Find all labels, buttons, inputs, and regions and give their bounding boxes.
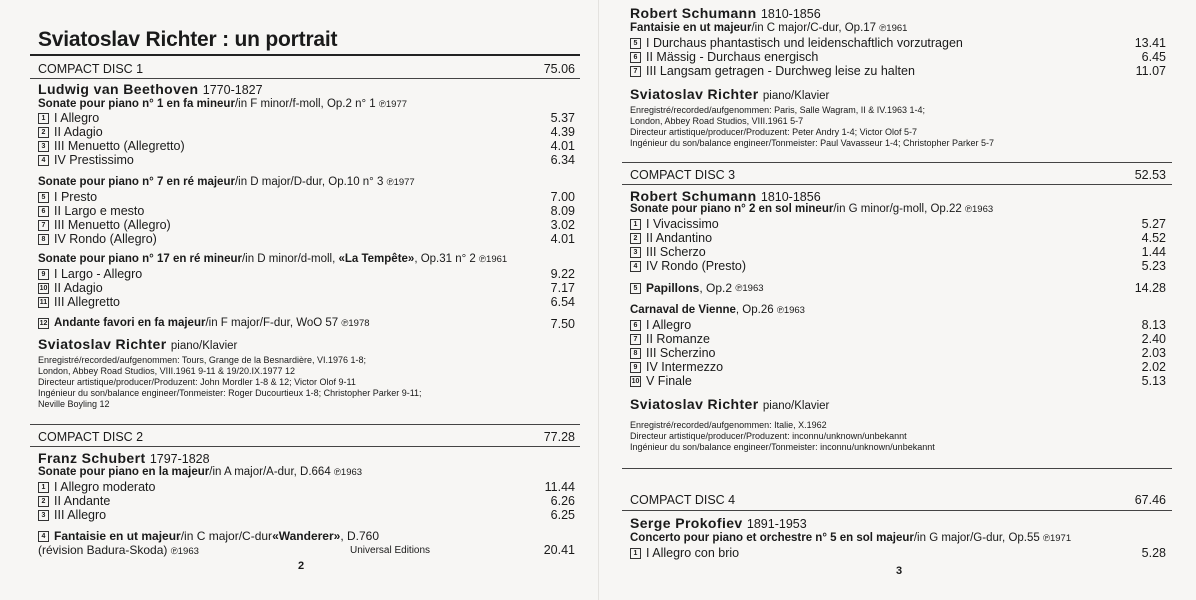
disc3-work1-title: Sonate pour piano n° 2 en sol mineur/in G minor/g-moll, Op.22 ℗1963 <box>630 203 994 215</box>
disc1-w2-mv4-time: 4.01 <box>550 232 575 246</box>
disc1-w1-mv3-time: 4.01 <box>550 139 575 153</box>
right-page <box>598 0 1196 600</box>
disc1-rule <box>30 78 580 79</box>
disc2-w1-mv3-time: 6.25 <box>550 508 575 522</box>
booklet-title: Sviatoslav Richter : un portrait <box>38 28 338 51</box>
disc3-w3-mv2: 7 II Romanze <box>630 332 710 346</box>
disc3-w1-mv3: 3 III Scherzo <box>630 245 706 259</box>
disc2-work2-revision: (révision Badura-Skoda) ℗1963 <box>38 543 199 557</box>
disc1-w1-mv1: 1 I Allegro <box>38 111 99 125</box>
disc1-w2-mv1: 5 I Presto <box>38 190 97 204</box>
disc3-w3-mv5-time: 5.13 <box>1141 374 1166 388</box>
disc3-w3-mv4-time: 2.02 <box>1141 360 1166 374</box>
disc3-w3-mv3-time: 2.03 <box>1141 346 1166 360</box>
disc1-credit-1: Enregistré/recorded/aufgenommen: Tours, Grange de la Besnardière, VI.1976 1-8; <box>38 355 367 365</box>
disc3-credit-3: Ingénieur du son/balance engineer/Tonmeister: inconnu/unknown/unbekannt <box>630 442 935 452</box>
disc1-composer: Ludwig van Beethoven 1770-1827 <box>38 81 263 97</box>
disc1-work4: 12 Andante favori en fa majeur /in F major/F-dur, WoO 57 ℗1978 <box>39 317 370 329</box>
disc1-w1-mv1-time: 5.37 <box>550 111 575 125</box>
disc3-total: 52.53 <box>1134 168 1166 182</box>
disc1-w3-mv1-time: 9.22 <box>550 267 575 281</box>
disc3-work2-time: 14.28 <box>1134 281 1166 295</box>
disc2-rule <box>30 446 580 447</box>
disc1-credit-2: London, Abbey Road Studios, VIII.1961 9-11 & 19/20.IX.1977 12 <box>38 366 296 376</box>
disc1-work2-title: Sonate pour piano n° 7 en ré majeur/in D major/D-dur, Op.10 n° 3 ℗1977 <box>38 176 415 188</box>
disc1-work1-title: Sonate pour piano n° 1 en fa mineur/in F minor/f-moll, Op.2 n° 1 ℗1977 <box>38 98 408 110</box>
disc1-w1-mv2: 2 II Adagio <box>38 125 103 139</box>
schumann1-mv3-time: 11.07 <box>1135 64 1166 78</box>
disc2-total: 77.28 <box>543 430 575 444</box>
disc3-w3-mv3: 8 III Scherzino <box>630 346 715 360</box>
disc3-credit-1: Enregistré/recorded/aufgenommen: Italie, X.1962 <box>630 420 827 430</box>
disc2-w1-mv2: 2 II Andante <box>38 494 110 508</box>
disc3-w3-mv1-time: 8.13 <box>1141 318 1166 332</box>
disc1-credit-5: Neville Boyling 12 <box>38 399 110 409</box>
schumann1-credit-1: Enregistré/recorded/aufgenommen: Paris, Salle Wagram, II & IV.1963 1-4; <box>630 105 925 115</box>
disc2-work2-publisher: Universal Editions <box>350 545 431 556</box>
disc1-w3-mv2-time: 7.17 <box>550 281 575 295</box>
disc3-w1-mv1: 1 I Vivacissimo <box>630 217 719 231</box>
disc3-w1-mv3-time: 1.44 <box>1141 245 1166 259</box>
disc1-label: COMPACT DISC 1 <box>38 62 144 76</box>
disc4-work-title: Concerto pour piano et orchestre n° 5 en sol majeur/in G major/G-dur, Op.55 ℗1971 <box>630 532 1072 544</box>
disc3-w3-mv1: 6 I Allegro <box>630 318 691 332</box>
disc1-w2-mv3: 7 III Menuetto (Allegro) <box>38 218 171 232</box>
disc1-artist: Sviatoslav Richter piano/Klavier <box>38 336 238 352</box>
disc2-work1-title: Sonate pour piano en la majeur/in A major/A-dur, D.664 ℗1963 <box>38 466 363 478</box>
disc1-w3-mv3: 11 III Allegretto <box>39 295 121 309</box>
disc4-mv1-time: 5.28 <box>1141 546 1166 560</box>
page-number-left: 2 <box>298 560 305 572</box>
disc2-w1-mv2-time: 6.26 <box>550 494 575 508</box>
disc3-work3-title: Carnaval de Vienne, Op.26 ℗1963 <box>630 304 805 316</box>
disc3-w3-mv2-time: 2.40 <box>1141 332 1166 346</box>
disc1-w1-mv3: 3 III Menuetto (Allegretto) <box>38 139 185 153</box>
disc3-artist: Sviatoslav Richter piano/Klavier <box>630 396 830 412</box>
disc1-w1-mv4: 4 IV Prestissimo <box>38 153 134 167</box>
disc3-work2: 5 Papillons , Op.2 ℗1963 <box>630 281 764 295</box>
schumann1-artist: Sviatoslav Richter piano/Klavier <box>630 86 830 102</box>
schumann1-credit-2: London, Abbey Road Studios, VIII.1961 5-7 <box>630 116 804 126</box>
disc3-label: COMPACT DISC 3 <box>630 168 736 182</box>
disc3-w3-mv4: 9 IV Intermezzo <box>630 360 723 374</box>
disc2-work2-time: 20.41 <box>543 543 575 557</box>
disc1-w2-mv2: 6 II Largo e mesto <box>38 204 144 218</box>
disc1-w1-mv4-time: 6.34 <box>550 153 575 167</box>
disc4-label: COMPACT DISC 4 <box>630 493 736 507</box>
title-rule <box>30 54 580 56</box>
schumann1-mv2-time: 6.45 <box>1141 50 1166 64</box>
disc2-w1-mv1-time: 11.44 <box>544 480 575 494</box>
disc2-w1-mv3: 3 III Allegro <box>38 508 106 522</box>
disc4-total: 67.46 <box>1134 493 1166 507</box>
disc1-w3-mv3-time: 6.54 <box>550 295 575 309</box>
disc3-w1-mv4-time: 5.23 <box>1141 259 1166 273</box>
schumann1-credit-4: Ingénieur du son/balance engineer/Tonmeister: Paul Vavasseur 1-4; Christopher Parker 5-7 <box>630 138 995 148</box>
disc1-w3-mv2: 10 II Adagio <box>39 281 103 295</box>
disc3-w3-mv5: 10 V Finale <box>631 374 692 388</box>
disc2-label: COMPACT DISC 2 <box>38 430 144 444</box>
disc1-work4-time: 7.50 <box>550 317 575 331</box>
disc3-rule <box>622 184 1172 185</box>
disc1-credit-3: Directeur artistique/producer/Produzent: John Mordler 1-8 & 12; Victor Olof 9-11 <box>38 377 356 387</box>
disc1-w2-mv2-time: 8.09 <box>550 204 575 218</box>
schumann1-credit-3: Directeur artistique/producer/Produzent: Peter Andry 1-4; Victor Olof 5-7 <box>630 127 917 137</box>
disc4-mv1: 1 I Allegro con brio <box>630 546 739 560</box>
disc1-w2-mv4: 8 IV Rondo (Allegro) <box>38 232 157 246</box>
disc2-work2-title: 4 Fantaisie en ut majeur /in C major/C-dur «Wanderer» , D.760 <box>38 529 379 543</box>
disc1-w2-mv1-time: 7.00 <box>550 190 575 204</box>
schumann1-mv1-time: 13.41 <box>1134 36 1166 50</box>
schumann1-mv1: 5 I Durchaus phantastisch und leidenschaftlich vorzutragen <box>630 36 963 50</box>
disc3-composer: Robert Schumann 1810-1856 <box>630 188 821 204</box>
disc1-work3-title: Sonate pour piano n° 17 en ré mineur/in D minor/d-moll, «La Tempête», Op.31 n° 2 ℗1961 <box>38 253 508 265</box>
disc3-w1-mv4: 4 IV Rondo (Presto) <box>630 259 746 273</box>
disc3-credit-2: Directeur artistique/producer/Produzent: inconnu/unknown/unbekannt <box>630 431 907 441</box>
disc3-w1-mv1-time: 5.27 <box>1141 217 1166 231</box>
disc1-credit-4: Ingénieur du son/balance engineer/Tonmeister: Roger Ducourtieux 1-8; Christopher Parker 9-11; <box>38 388 422 398</box>
disc1-w1-mv2-time: 4.39 <box>550 125 575 139</box>
disc2-composer: Franz Schubert 1797-1828 <box>38 450 210 466</box>
schumann1-work-title: Fantaisie en ut majeur/in C major/C-dur, Op.17 ℗1961 <box>630 22 908 34</box>
disc4-rule <box>622 510 1172 511</box>
disc2-w1-mv1: 1 I Allegro moderato <box>38 480 155 494</box>
disc3-w1-mv2-time: 4.52 <box>1141 231 1166 245</box>
schumann1-composer: Robert Schumann 1810-1856 <box>630 5 821 21</box>
page-number-right: 3 <box>896 565 903 577</box>
disc4-composer: Serge Prokofiev 1891-1953 <box>630 515 807 531</box>
disc1-w3-mv1: 9 I Largo - Allegro <box>38 267 142 281</box>
disc4-rule-top <box>622 468 1172 469</box>
schumann1-mv3: 7 III Langsam getragen - Durchweg leise zu halten <box>630 64 915 78</box>
disc3-rule-top <box>622 162 1172 163</box>
disc2-rule-top <box>30 424 580 425</box>
disc3-w1-mv2: 2 II Andantino <box>630 231 712 245</box>
disc1-w2-mv3-time: 3.02 <box>550 218 575 232</box>
disc1-total: 75.06 <box>543 62 575 76</box>
schumann1-mv2: 6 II Mässig - Durchaus energisch <box>630 50 818 64</box>
